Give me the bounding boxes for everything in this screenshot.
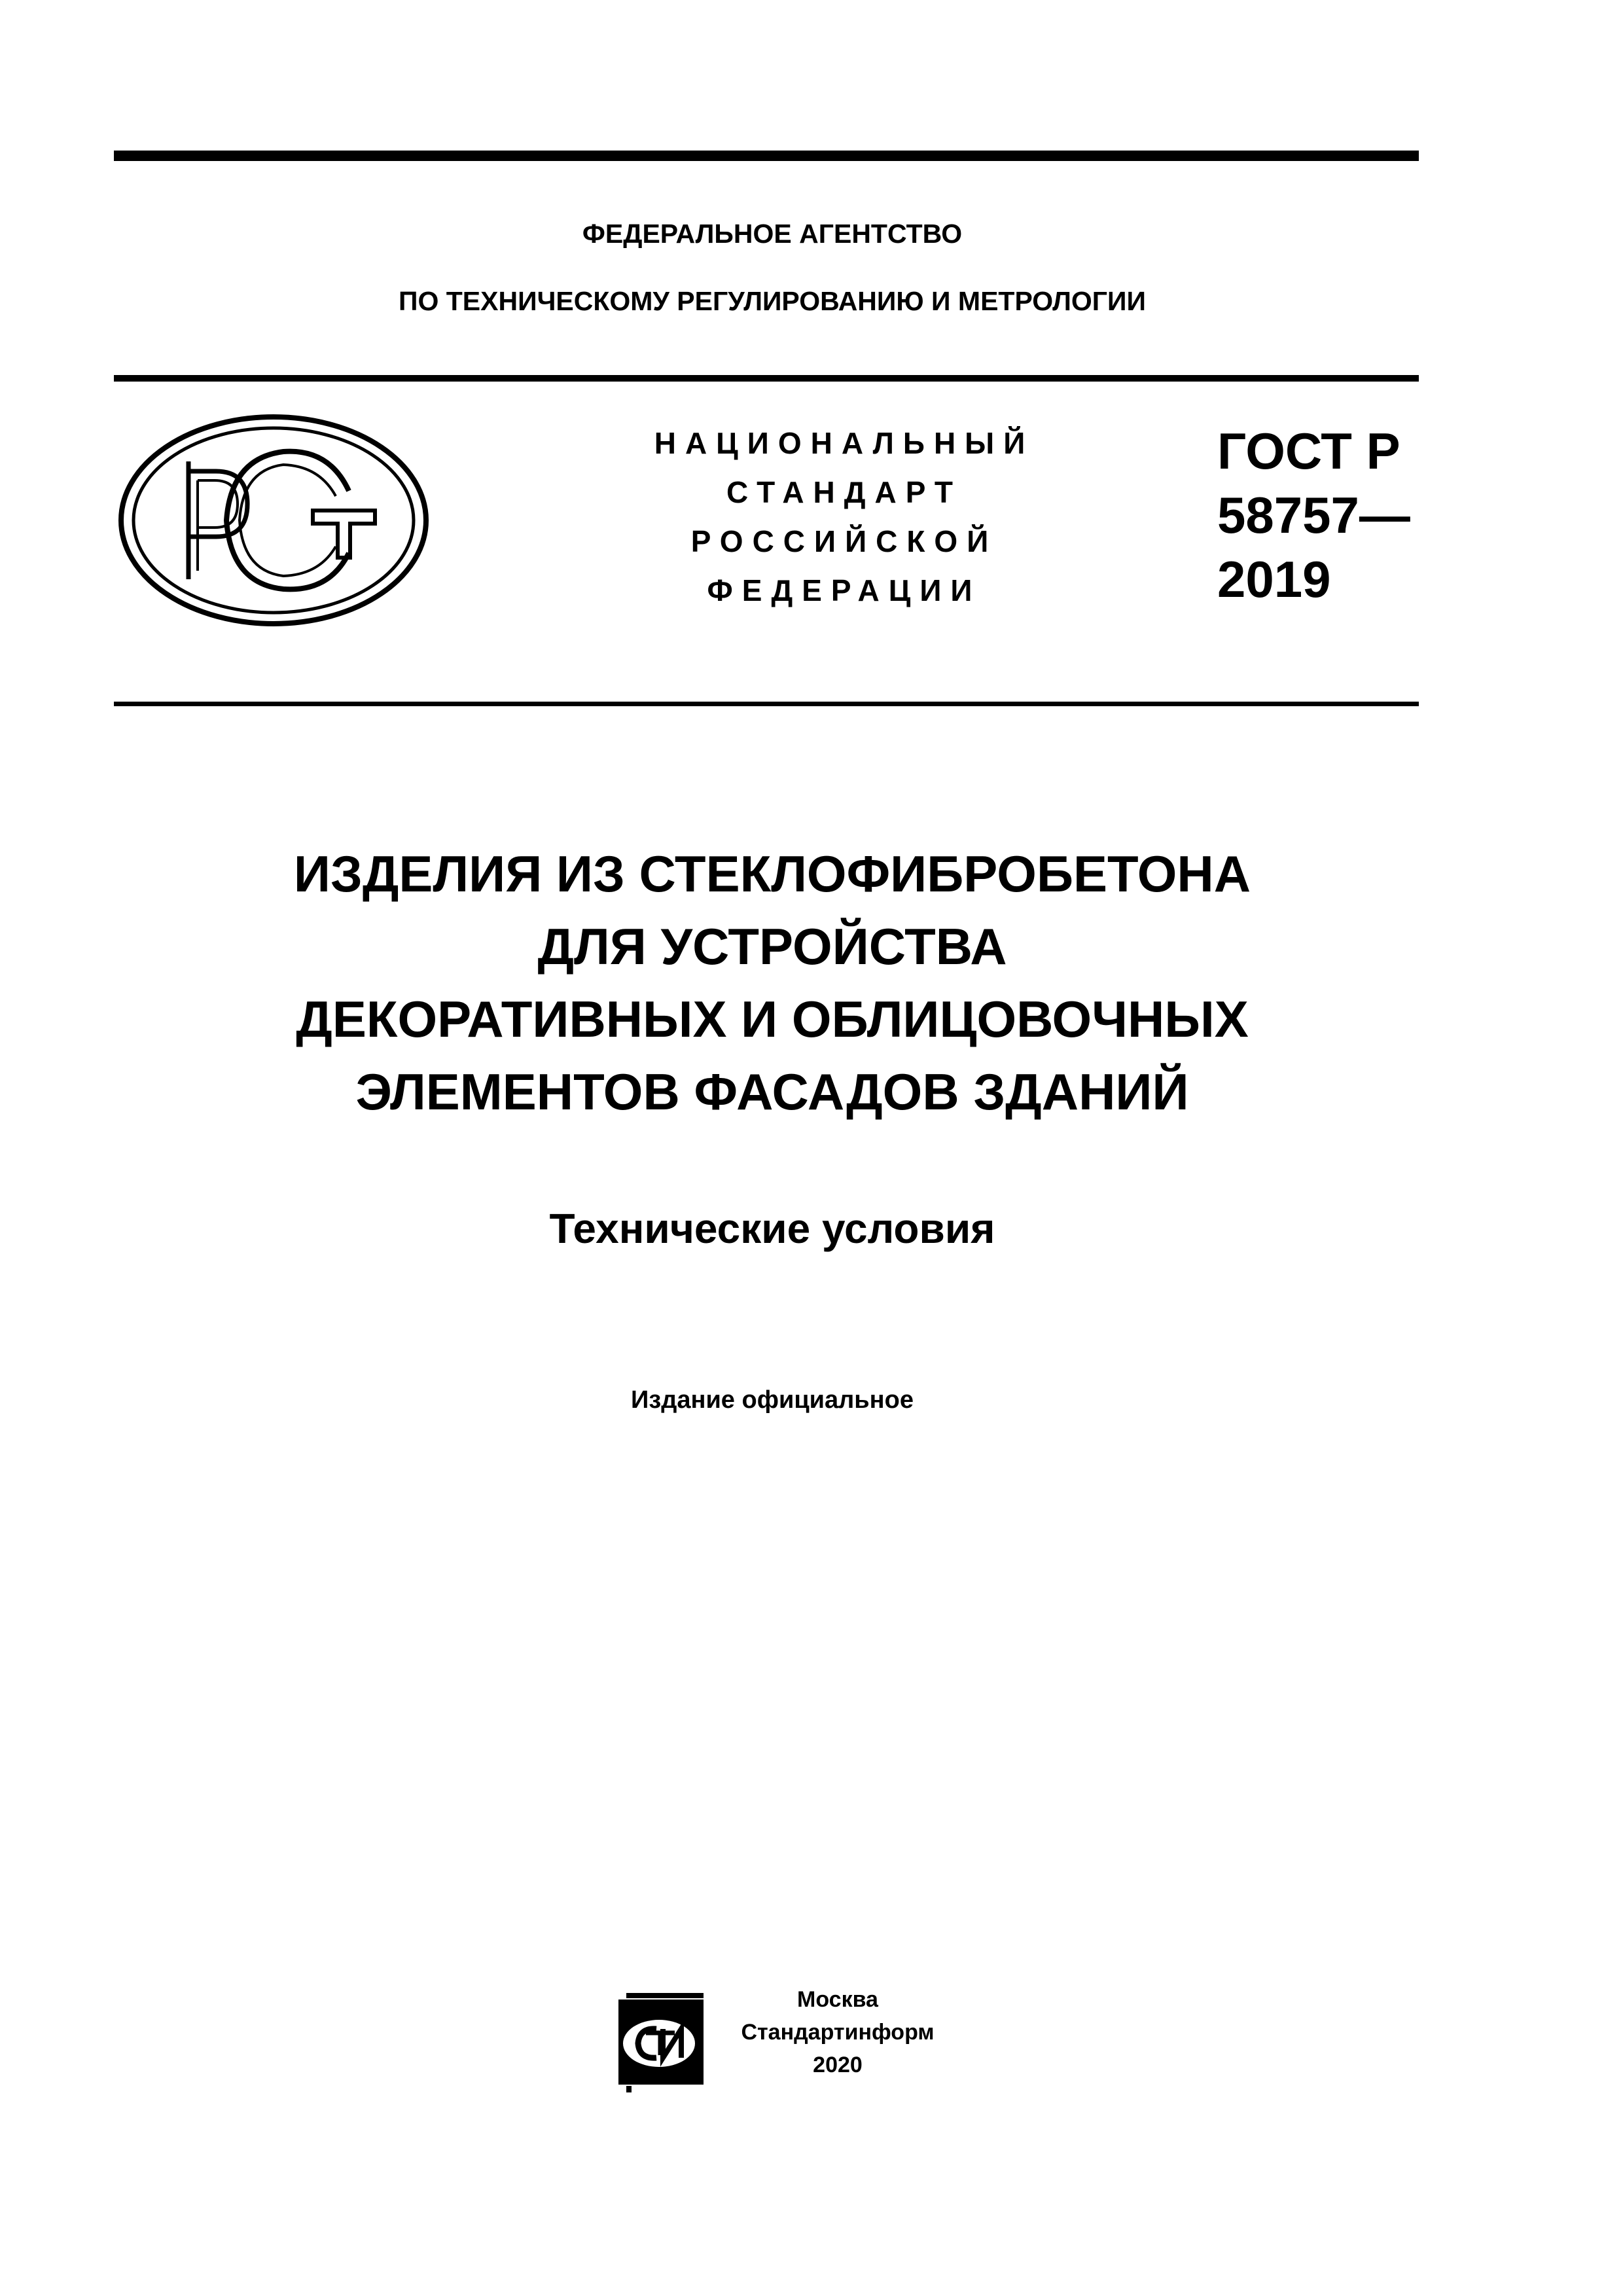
standard-type-line: НАЦИОНАЛЬНЫЙ <box>654 426 1035 460</box>
standartinform-publisher-logo-icon <box>612 1990 710 2094</box>
edition-note: Издание официальное <box>631 1386 914 1414</box>
gost-r-certification-mark-icon <box>116 412 431 628</box>
gost-designation-line: 58757— <box>1217 486 1410 544</box>
document-title-line: ЭЛЕМЕНТОВ ФАСАДОВ ЗДАНИЙ <box>355 1063 1189 1121</box>
gost-designation-line: ГОСТ Р <box>1217 422 1400 480</box>
header-divider <box>114 375 1419 382</box>
standard-type-line: СТАНДАРТ <box>726 475 962 509</box>
publisher-block <box>720 1983 955 2081</box>
publication-year: 2020 <box>813 2053 863 2077</box>
document-title <box>0 838 1544 1128</box>
top-rule <box>114 151 1419 161</box>
header-bottom-rule <box>114 702 1419 706</box>
standard-type-line: ФЕДЕРАЦИИ <box>707 573 982 607</box>
document-title-line: ИЗДЕЛИЯ ИЗ СТЕКЛОФИБРОБЕТОНА <box>293 845 1251 903</box>
publisher-city: Москва <box>797 1987 878 2012</box>
standard-type-line: РОССИЙСКОЙ <box>690 524 998 558</box>
agency-name-line-1: ФЕДЕРАЛЬНОЕ АГЕНТСТВО <box>582 219 963 249</box>
document-subtitle: Технические условия <box>549 1205 995 1252</box>
document-title-line: ДЛЯ УСТРОЙСТВА <box>537 918 1007 975</box>
agency-name-line-2: ПО ТЕХНИЧЕСКОМУ РЕГУЛИРОВАНИЮ И МЕТРОЛОГИИ <box>399 286 1146 316</box>
publisher-name: Стандартинформ <box>741 2020 935 2045</box>
gost-designation-line: 2019 <box>1217 550 1331 608</box>
gost-designation <box>1217 419 1410 611</box>
standard-type-heading <box>589 419 1099 615</box>
document-title-line: ДЕКОРАТИВНЫХ И ОБЛИЦОВОЧНЫХ <box>296 990 1249 1048</box>
